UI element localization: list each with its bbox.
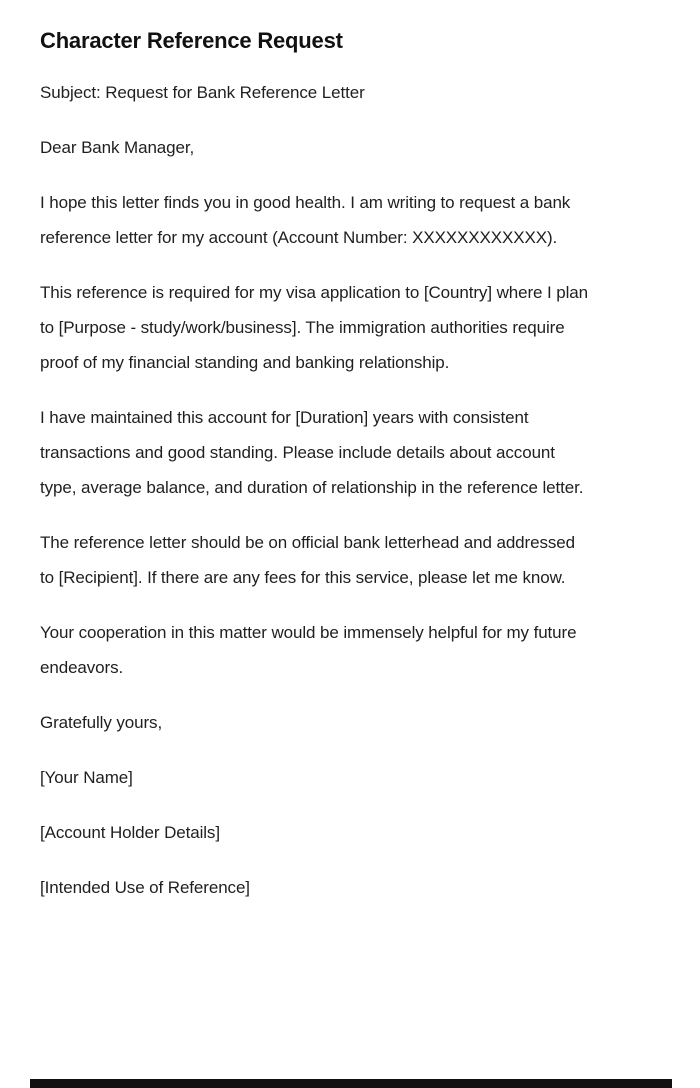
signature-intended-use: [Intended Use of Reference]: [40, 878, 250, 897]
paragraph-letterhead-fees: The reference letter should be on official bank letterhead and addressed to [Recipient]. If there are any fees for this service, please let me know.: [40, 533, 575, 587]
signature-your-name: [Your Name]: [40, 768, 133, 787]
page-bottom-divider: [30, 1079, 672, 1088]
signature-account-holder-details: [Account Holder Details]: [40, 823, 220, 842]
closing: Gratefully yours,: [40, 713, 163, 732]
page-title: Character Reference Request: [40, 28, 343, 53]
paragraph-account-history: I have maintained this account for [Duration] years with consistent transactions and good standing. Please include details about account type, average balance, and duration of relationship in the reference letter.: [40, 408, 584, 497]
paragraph-account-request: I hope this letter finds you in good health. I am writing to request a bank reference letter for my account (Account Number: XXXXXXXXXXXX).: [40, 193, 571, 247]
paragraph-cooperation: Your cooperation in this matter would be immensely helpful for my future endeavors.: [40, 623, 577, 677]
paragraph-visa-purpose: This reference is required for my visa application to [Country] where I plan to [Purpose - study/work/business]. The immigration authorities require proof of my financial standing and banking relationship.: [40, 283, 588, 372]
subject-line: Subject: Request for Bank Reference Letter: [40, 83, 365, 102]
salutation: Dear Bank Manager,: [40, 138, 195, 157]
